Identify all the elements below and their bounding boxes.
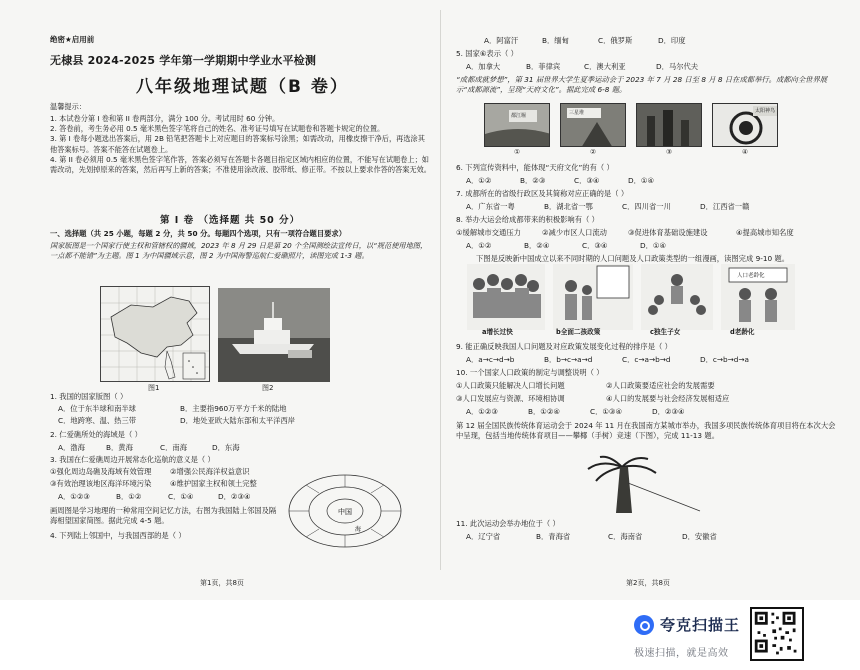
option[interactable]: D．②③④ xyxy=(218,492,251,501)
ring-sea-label: 海 xyxy=(354,526,362,533)
statement: ④维护国家主权和领土完整 xyxy=(170,479,257,488)
option[interactable]: B．湖北省一鄂 xyxy=(544,202,593,211)
option[interactable]: C．海南省 xyxy=(608,532,643,541)
statement: ④人口的发展要与社会经济发展相适应 xyxy=(606,394,730,403)
question-1-options xyxy=(58,404,287,414)
statement: ④提高城市知名度 xyxy=(736,228,794,237)
neighbor-countries-ring-diagram xyxy=(286,469,404,549)
question-9-stem: 9. 能正确反映我国人口问题及对应政策发展变化过程的排序是（ ） xyxy=(456,342,672,351)
notice-block xyxy=(50,114,432,175)
photo-dujiangyan xyxy=(484,103,550,147)
option[interactable]: C．①④ xyxy=(168,492,194,501)
option[interactable]: A．加拿大 xyxy=(466,62,501,71)
photo-caption-2: ② xyxy=(590,148,597,156)
passage-9-10: 下图是反映新中国成立以来不同时期的人口问题及人口政策类型的一组漫画，读图完成 9-10 题。 xyxy=(476,254,790,263)
notice-item: 2. 答卷前，考生务必用 0.5 毫米黑色签字笔将自己的姓名、准考证号填写在试题卷和答题卡规定的位置。 xyxy=(50,124,385,134)
option[interactable]: B．①②④ xyxy=(528,407,560,416)
statement: ②减少市区人口流动 xyxy=(542,228,607,237)
figure2-caption: 图2 xyxy=(262,384,274,392)
question-8-statements xyxy=(456,228,794,238)
option[interactable]: C．俄罗斯 xyxy=(598,36,633,45)
photo-label: 都江堰 xyxy=(511,113,527,119)
option[interactable]: A．位于东半球和南半球 xyxy=(58,404,136,413)
photo-caption-4: ④ xyxy=(742,148,749,156)
question-3-stem: 3. 我国在仁爱礁周边开展常态化巡航的意义是（ ） xyxy=(50,455,215,464)
cartoon-c xyxy=(641,264,713,330)
cartoon-b xyxy=(553,264,633,330)
question-4-options xyxy=(484,36,686,46)
question-4-stem: 4. 下列陆上邻国中，与我国西部的是（ ） xyxy=(50,531,186,540)
option[interactable]: B．主要指960万平方千米的陆地 xyxy=(180,404,287,413)
page-divider xyxy=(440,10,441,570)
option[interactable]: B．菲律宾 xyxy=(526,62,561,71)
notice-item: 3. 第 I 卷每小题选出答案后，用 2B 铅笔把答题卡上对应题目的答案标号涂黑；如需改动，用橡皮擦干净后，再选涂其他答案标号。答案不能答在试题卷上。 xyxy=(50,134,425,154)
option[interactable]: C．澳大利亚 xyxy=(584,62,626,71)
intro-paragraph: 国家版图是一个国家行使主权和管辖权的疆域，2023 年 8 月 29 日是第 20 个全国测绘法宣传日，以“规范使用地图，一点都不能错”为主题。图 1 为中国疆域示意，图 2 为中国海警巡航仁爱礁照片，读图完成 1-3 题。 xyxy=(50,241,428,261)
part1-title: 第 I 卷 （选择题 共 50 分） xyxy=(160,215,301,226)
option[interactable]: C．①③④ xyxy=(590,407,623,416)
option[interactable]: D．江西省一赣 xyxy=(700,202,750,211)
photo-caption-3: ③ xyxy=(666,148,673,156)
option[interactable]: D．②③④ xyxy=(652,407,685,416)
question-1-stem: 1. 我国的国家版图（ ） xyxy=(50,392,128,401)
option[interactable]: C．③④ xyxy=(574,176,600,185)
notice-item: 1. 本试卷分第 I 卷和第 II 卷两部分，满分 100 分。考试用时 60 分钟。 xyxy=(50,114,280,123)
cartoon-caption-d: d老龄化 xyxy=(730,328,755,336)
ring-center-label: 中国 xyxy=(338,508,352,516)
option[interactable]: A．①② xyxy=(466,241,492,250)
option[interactable]: B．②④ xyxy=(524,241,550,250)
statement: ②增强公民海洋权益意识 xyxy=(170,467,250,476)
quark-logo-icon xyxy=(634,615,654,635)
question-9-options xyxy=(466,355,749,365)
right-page-number: 第2页，共8页 xyxy=(626,579,670,587)
option[interactable]: A．阿富汗 xyxy=(484,36,519,45)
question-5-stem: 5. 国家⑥表示（ ） xyxy=(456,49,518,58)
question-6-stem: 6. 下列宣传资料中，能体现“天府文化”的有（ ） xyxy=(456,163,614,172)
photo-sun-bird xyxy=(712,103,778,147)
passage-11-13: 第 12 届全国民族传统体育运动会于 2024 年 11 月在我国南方某城市举办，我国多项民族传统体育项目将在本次大会中呈现，包括当地传统体育项目——攀椰（手树）竞速（下图），完成 11-13 题。 xyxy=(456,421,836,440)
question-10-statements xyxy=(456,381,715,391)
question-7-stem: 7. 成都所在的省级行政区及其简称对应正确的是（ ） xyxy=(456,189,629,198)
coconut-climbing-photo xyxy=(582,453,702,515)
statement: ①强化周边岛礁及海域有效管理 xyxy=(50,467,152,476)
figure1-caption: 图1 xyxy=(148,384,160,392)
scanner-brand-name: 夸克扫描王 xyxy=(660,616,741,634)
question-7-options xyxy=(466,202,749,212)
option[interactable]: D．马尔代夫 xyxy=(656,62,699,71)
question-1-options-2 xyxy=(58,416,295,426)
option[interactable]: B．b→c→a→d xyxy=(544,355,593,364)
cartoon-caption-b: b全面二孩政策 xyxy=(556,328,601,336)
map-drawing xyxy=(101,287,210,382)
scanner-brand xyxy=(634,614,740,635)
scanner-slogan: 极速扫描，就是高效 xyxy=(634,648,729,659)
coast-guard-ship-photo xyxy=(218,288,330,382)
statement: ③人口发展应与资源、环境相协调 xyxy=(456,394,565,403)
option[interactable]: C．③④ xyxy=(582,241,608,250)
question-3-statements-2 xyxy=(50,479,257,489)
option[interactable]: C．c→a→b→d xyxy=(622,355,671,364)
question-11-stem: 11. 此次运动会举办地位于（ ） xyxy=(456,519,560,528)
option[interactable]: B．黄海 xyxy=(106,443,133,452)
option[interactable]: A．渤海 xyxy=(58,443,85,452)
option[interactable]: B．①② xyxy=(116,492,142,501)
statement: ①缓解城市交通压力 xyxy=(456,228,521,237)
option[interactable]: D．安徽省 xyxy=(682,532,717,541)
ship-drawing xyxy=(218,288,330,382)
cartoon-caption-a: a增长过快 xyxy=(482,328,513,336)
question-11-options xyxy=(466,532,717,542)
passage-6-8: “成都成就梦想”，第 31 届世界大学生夏季运动会于 2023 年 7 月 28 日至 8 月 8 日在成都举行。成都向全世界展示“成都源流”，呈现“天府文化”。据此完成 6-8 题。 xyxy=(456,75,828,94)
question-2-stem: 2. 仁爱礁所处的海域是（ ） xyxy=(50,430,142,439)
notice-item: 4. 第 II 卷必须用 0.5 毫米黑色签字笔作答，答案必须写在答题卡各题目指定区域内相应的位置，不能写在试题卷上；如需改动，先划掉原来的答案，然后再写上新的答案；不准使用涂改液、胶带纸、修正带。不按以上要求作答的答案无效。 xyxy=(50,154,431,175)
statement: ③促进体育基础设施建设 xyxy=(628,228,708,237)
option[interactable]: D．东海 xyxy=(212,443,240,452)
cartoon-caption-c: c独生子女 xyxy=(650,328,681,336)
option[interactable]: A．广东省一粤 xyxy=(466,202,515,211)
section-heading: 一、选择题（共 25 小题，每题 2 分，共 50 分。每题四个选项，只有一项符合题目要求） xyxy=(50,229,347,238)
option[interactable]: A．辽宁省 xyxy=(466,532,501,541)
option[interactable]: A．①② xyxy=(466,176,492,185)
culture-photo-row xyxy=(484,103,778,147)
cartoon-a xyxy=(467,264,545,330)
option[interactable]: D．c→b→d→a xyxy=(700,355,750,364)
question-10-options xyxy=(466,407,685,417)
statement: ②人口政策要适应社会的发展需要 xyxy=(606,381,715,390)
option[interactable]: C．地跨寒、温、热三带 xyxy=(58,416,137,425)
secret-label: 绝密★启用前 xyxy=(50,35,95,44)
question-3-options xyxy=(58,492,251,502)
question-10-stem: 10. 一个国家人口政策的制定与调整说明（ ） xyxy=(456,368,604,377)
option[interactable]: D．①④ xyxy=(640,241,666,250)
left-page-number: 第1页，共8页 xyxy=(200,579,244,587)
china-territory-map-figure xyxy=(100,286,210,382)
notice-heading: 温馨提示： xyxy=(50,102,86,111)
option[interactable]: B．青海省 xyxy=(536,532,571,541)
question-8-options xyxy=(466,241,666,251)
photo-sanxingdui xyxy=(560,103,626,147)
option[interactable]: A．①②③ xyxy=(58,492,90,501)
option[interactable]: D．①④ xyxy=(628,176,654,185)
question-3-statements xyxy=(50,467,250,477)
option[interactable]: C．南海 xyxy=(160,443,187,452)
option[interactable]: D．印度 xyxy=(658,36,686,45)
option[interactable]: A．①②③ xyxy=(466,407,498,416)
photo-city xyxy=(636,103,702,147)
passage-4-5: 画周图是学习地理的一种常用空间记忆方法，右图为我国陆上邻国及隔海相望国家简图。据此完成 4-5 题。 xyxy=(50,506,277,525)
statement: ③有效治理该地区海洋环境污染 xyxy=(50,479,152,488)
option[interactable]: C．四川省一川 xyxy=(622,202,671,211)
scanner-watermark-banner xyxy=(0,600,860,670)
question-5-options xyxy=(466,62,698,72)
question-6-options xyxy=(466,176,654,186)
exam-title: 无棣县 2024-2025 学年第一学期期中学业水平检测 xyxy=(50,54,317,67)
question-10-statements-2 xyxy=(456,394,729,404)
photo-label: 三星堆 xyxy=(569,110,585,116)
grade-title: 八年级地理试题（B 卷） xyxy=(136,77,349,97)
question-8-stem: 8. 举办大运会给成都带来的积极影响有（ ） xyxy=(456,215,599,224)
photo-label: 太阳神鸟 xyxy=(755,108,776,114)
statement: ①人口政策只能解决人口增长问题 xyxy=(456,381,565,390)
option[interactable]: D．地处亚欧大陆东部和太平洋西岸 xyxy=(180,416,296,425)
question-2-options xyxy=(58,443,240,453)
option[interactable]: A．a→c→d→b xyxy=(466,355,515,364)
option[interactable]: B．②③ xyxy=(520,176,546,185)
qr-code-icon xyxy=(750,607,804,661)
option[interactable]: B．缅甸 xyxy=(542,36,569,45)
photo-caption-1: ① xyxy=(514,148,521,156)
cartoon-sign: 人口老龄化 xyxy=(737,273,765,279)
